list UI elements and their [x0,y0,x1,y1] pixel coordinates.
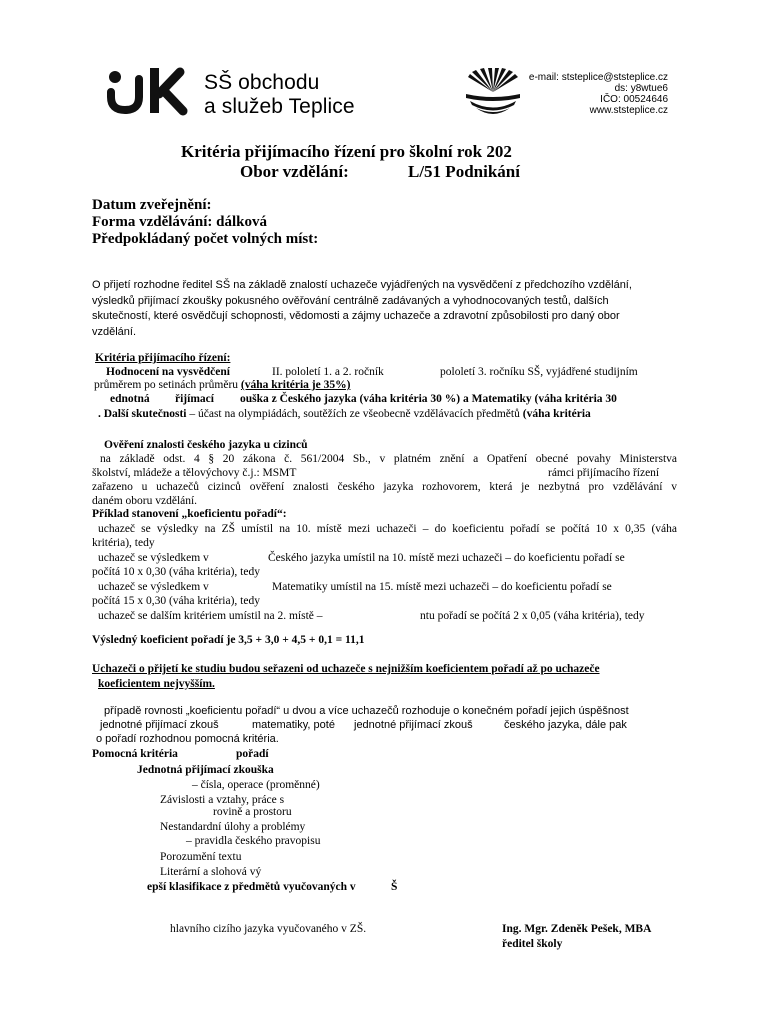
czech-line2b: rámci přijímacího řízení [548,467,660,479]
example-line3b: Českého jazyka umístil na 10. místě mezi uchazeči – do koeficientu pořadí se [268,552,625,564]
ordering-line1: Uchazeči o přijetí ke studiu budou seřazeni od uchazeče s nejnižším koeficientem pořadí až po uchazeče [92,663,600,675]
aux-item: Literární a slohová vý [160,866,262,878]
criteria-grades-weight: (váha kritéria je 35%) [240,379,351,391]
footer-note: hlavního cizího jazyka vyučovaného v ZŠ. [170,923,367,935]
aux-item: – čísla, operace (proměnné) [192,779,320,791]
aux-item: Nestandardní úlohy a problémy [160,821,306,833]
criteria-grades-terms-2: pololetí 3. ročníku SŠ, vyjádřené studijním [440,366,638,378]
aux-item: Závislosti a vztahy, práce s [160,794,285,806]
criteria-grades-average-text: průměrem po setinách průměru [94,379,239,391]
example-line1: uchazeč se výsledky na ZŠ umístil na 10. místě mezi uchazeči – do koeficientu pořadí se počítá 10 x 0,35 (váha [98,523,677,535]
seat-count: Předpokládaný počet volných míst: [92,231,319,247]
tie-line2b: matematiky, poté [252,719,335,731]
criteria-exam-c: ouška z Českého jazyka (váha kritéria 30 %) a Matematiky (váha kritéria 30 [240,393,617,405]
criteria-other-weight: (váha kritéria [522,408,591,420]
example-heading: Příklad stanovení „koeficientu pořadí“: [92,508,287,520]
aux-heading-a: Pomocná kritéria [92,748,178,760]
example-line7b: ntu pořadí se počítá 2 x 0,05 (váha kritéria), tedy [420,610,645,622]
tie-line2c: jednotné přijímací zkouš [354,719,473,731]
criteria-exam-a: ednotná [110,393,150,405]
signatory-role: ředitel školy [502,938,563,950]
intro-paragraph [92,278,632,340]
criteria-other-label: . Další skutečnosti [98,408,187,420]
school-name-line2: a služeb Teplice [204,95,355,118]
contact-email: e-mail: ststeplice@ststeplice.cz [528,72,668,83]
aux-item: – pravidla českého pravopisu [186,835,321,847]
czech-line2a: školství, mládeže a tělovýchovy č.j.: MSMT [92,467,297,479]
tie-line2a: jednotné přijímací zkouš [100,719,219,731]
aux-item: Porozumění textu [160,851,242,863]
tie-line1: případě rovnosti „koeficientu pořadí“ u dvou a více uchazečů rozhoduje o konečném pořadí jejich úspěšnost [104,705,629,717]
criteria-grades-label: Hodnocení na vysvědčení [106,366,230,378]
czech-line1: na základě odst. 4 § 20 zákona č. 561/2004 Sb., v platném znění a Opatření obecné povahy Ministerstva [100,453,677,465]
aux-last-letter: Š [391,881,398,893]
study-form: Forma vzdělávání: dálková [92,214,267,230]
example-line7a: uchazeč se dalším kritériem umístil na 2. místě – [98,610,323,622]
example-line2: kritéria), tedy [92,537,155,549]
ordering-line2: koeficientem nejvyšším. [98,678,215,690]
publication-date: Datum zveřejnění: [92,197,212,213]
aux-heading-b: pořadí [236,748,269,760]
czech-line4: daném oboru vzdělání. [92,495,198,507]
criteria-other-text: – účast na olympiádách, soutěžích ze všeobecně vzdělávacích předmětů [186,408,523,420]
intro-line: výsledků přijímací zkoušky pokusného ověřování centrálně zadávaných a vyhodnocovaných testů, dalších [92,294,609,307]
intro-line: vzdělání. [92,325,137,338]
signatory-name: Ing. Mgr. Zdeněk Pešek, MBA [502,923,652,935]
aux-item: rovině a prostoru [213,806,292,818]
contact-ico: IČO: 00524646 [600,94,668,105]
aux-last: epší klasifikace z předmětů vyučovaných v [147,881,356,893]
example-line5b: Matematiky umístil na 15. místě mezi uchazeči – do koeficientu pořadí se [272,581,612,593]
school-name-line1: SŠ obchodu [204,71,320,94]
example-line3a: uchazeč se výsledkem v [98,552,209,564]
field-label: Obor vzdělání: [240,162,349,181]
result-coefficient: Výsledný koeficient pořadí je 3,5 + 3,0 + 4,5 + 0,1 = 11,1 [92,634,365,646]
field-value: L/51 Podnikání [408,162,520,181]
example-line4: počítá 10 x 0,30 (váha kritéria), tedy [92,566,260,578]
intro-line: O přijetí rozhodne ředitel SŠ na základě znalostí uchazeče vyjádřených na vysvědčení z předchozího vzdělání, [92,279,632,291]
czech-line3: zařazeno u uchazečů cizinců ověření znalosti českého jazyka rozhovorem, která je nezbytná pro vzdělávání v [92,481,677,493]
school-logo-icon [106,66,194,116]
example-line5a: uchazeč se výsledkem v [98,581,209,593]
criteria-heading: Kritéria přijímacího řízení: [95,352,231,364]
school-emblem-icon [466,68,520,114]
contact-web: www.ststeplice.cz [589,105,668,116]
contact-block [529,72,668,116]
contact-ds: ds: y8wtue6 [614,83,668,94]
czech-heading: Ověření znalosti českého jazyka u cizinců [104,439,308,451]
example-line6: počítá 15 x 0,30 (váha kritéria), tedy [92,595,260,607]
document-title: Kritéria přijímacího řízení pro školní rok 202 [181,142,512,161]
criteria-other [98,407,591,423]
tie-line3: o pořadí rozhodnou pomocná kritéria. [96,733,279,745]
aux-subheading: Jednotná přijímací zkouška [137,764,274,776]
criteria-grades-terms: II. pololetí 1. a 2. ročník [272,366,384,378]
tie-line2d: českého jazyka, dále pak [504,719,627,731]
criteria-exam-b: řijímací [175,393,214,405]
intro-line: skutečností, které osvědčují schopnosti, vědomosti a zájmy uchazeče a zdravotní způsobilosti pro daný obor [92,310,620,322]
